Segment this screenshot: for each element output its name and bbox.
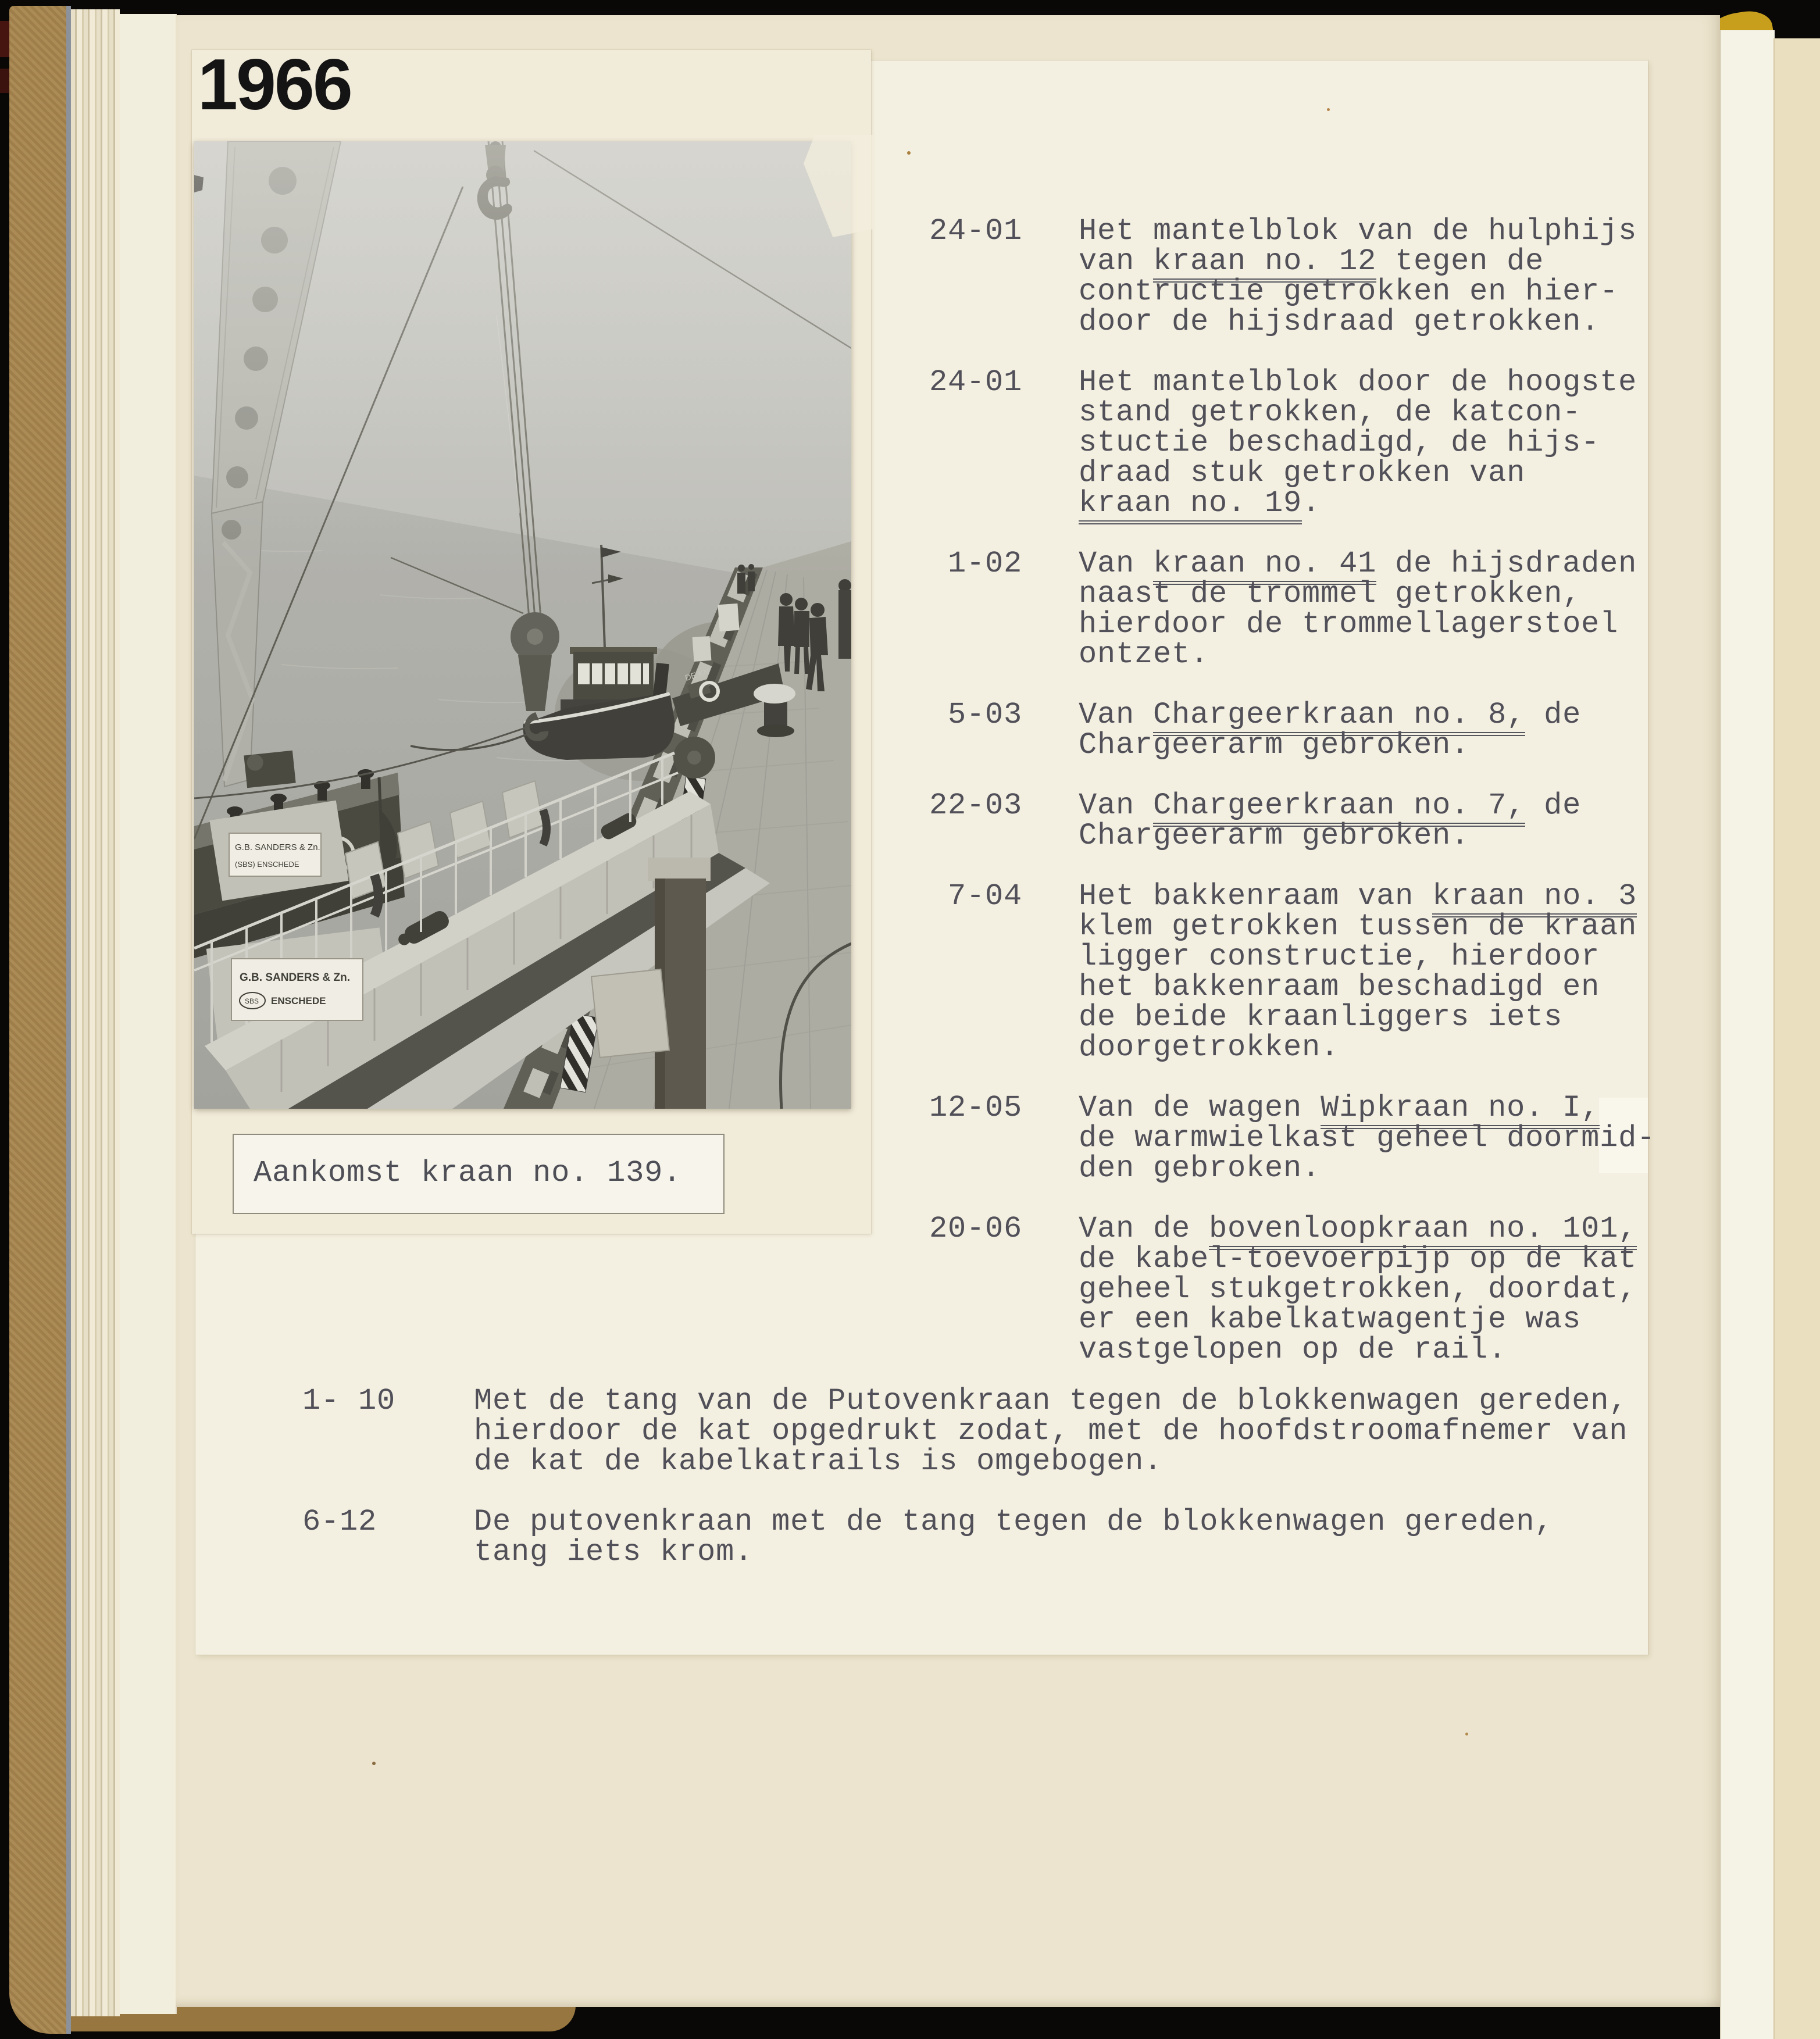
entries-column <box>929 216 1662 1395</box>
paper-speck <box>1327 108 1330 111</box>
entry-date: 24-01 <box>929 214 1023 248</box>
log-entry <box>929 788 1662 853</box>
entry-line: tang iets krom. <box>474 1535 754 1569</box>
entry-text <box>1079 700 1581 760</box>
paper-speck <box>372 1762 376 1765</box>
entry-line: naast de trommel getrokken, <box>1079 577 1582 611</box>
harbor-photo <box>194 141 851 1109</box>
entry-line: Het mantelblok van de hulphijs <box>1079 214 1637 248</box>
entry-line: Chargeerarm gebroken. <box>1079 728 1470 762</box>
entry-date: 7-04 <box>947 879 1022 913</box>
entry-line: Het bakkenraam van kraan no. 3 <box>1079 881 1637 912</box>
caption-label <box>233 1134 725 1214</box>
log-entry <box>929 1093 1662 1184</box>
bottom-entries <box>302 1386 1663 1598</box>
entry-date: 22-03 <box>929 788 1023 823</box>
caption-text: Aankomst kraan no. 139. <box>254 1156 682 1190</box>
entry-line: hierdoor de kat opgedrukt zodat, met de hoofdstroomafnemer van <box>474 1414 1628 1448</box>
entry-line: geheel stukgetrokken, doordat, <box>1079 1272 1637 1306</box>
entry-line: van kraan no. 12 tegen de <box>1079 247 1637 277</box>
entry-line: De putovenkraan met de tang tegen de blokkenwagen gereden, <box>474 1505 1554 1539</box>
entry-date: 20-06 <box>929 1212 1023 1246</box>
entry-line: de kabel-toevoerpijp op de kat <box>1079 1242 1637 1276</box>
entry-date: 1- 10 <box>302 1384 396 1418</box>
entry-line: de kat de kabelkatrails is omgebogen. <box>474 1444 1163 1479</box>
entry-line: vastgelopen op de rail. <box>1079 1333 1507 1367</box>
entry-date: 12-05 <box>929 1091 1023 1125</box>
entry-line: Van Chargeerkraan no. 8, de <box>1079 700 1581 730</box>
entry-text <box>1079 1093 1655 1184</box>
entry-text <box>1079 1214 1637 1365</box>
log-entry <box>929 1214 1662 1365</box>
next-page-edge <box>1773 38 1820 2039</box>
entry-date: 24-01 <box>929 365 1023 399</box>
entry-line: den gebroken. <box>1079 1151 1321 1185</box>
entry-date: 6-12 <box>302 1505 377 1539</box>
entry-date: 1-02 <box>947 547 1022 581</box>
entry-text <box>1079 549 1637 670</box>
entry-text <box>1079 788 1582 853</box>
photo-artifacts <box>194 141 851 1109</box>
entry-line: hierdoor de trommellagerstoel <box>1079 607 1619 641</box>
log-entry <box>929 216 1662 337</box>
entry-line: het bakkenraam beschadigd en <box>1079 970 1600 1004</box>
entry-line: Met de tang van de Putovenkraan tegen de blokkenwagen gereden, <box>474 1384 1628 1418</box>
entry-line: doorgetrokken. <box>1079 1030 1340 1065</box>
entry-line: ontzet. <box>1079 637 1209 672</box>
year-label: 1966 <box>198 45 351 125</box>
page-edges-stack <box>71 9 120 2016</box>
log-entry <box>929 549 1662 670</box>
log-entry <box>929 700 1662 760</box>
entry-line: er een kabelkatwagentje was <box>1079 1302 1582 1337</box>
entry-line: kraan no. 19. <box>1079 488 1637 519</box>
entry-line: ligger constructie, hierdoor <box>1079 940 1600 974</box>
entry-line: stand getrokken, de katcon- <box>1079 395 1582 430</box>
underlying-page-edge <box>120 14 177 2014</box>
entry-line: contructie getrokken en hier- <box>1079 274 1619 309</box>
entry-line: Het mantelblok door de hoogste <box>1079 365 1637 399</box>
entry-text <box>1079 881 1637 1063</box>
entry-text <box>1079 367 1637 519</box>
paper-speck <box>907 151 911 155</box>
entry-text <box>474 1507 1553 1567</box>
entry-text <box>474 1386 1628 1477</box>
entry-line: Van kraan no. 41 de hijsdraden <box>1079 549 1637 579</box>
entry-line: door de hijsdraad getrokken. <box>1079 305 1600 339</box>
entry-line: klem getrokken tussen de kraan <box>1079 909 1637 944</box>
log-entry <box>302 1386 1663 1477</box>
right-page-edge <box>1720 30 1775 2039</box>
log-entry <box>929 881 1662 1063</box>
log-entry <box>929 367 1662 519</box>
entry-date: 5-03 <box>947 698 1022 732</box>
entry-line: Chargeerarm gebroken. <box>1079 819 1470 853</box>
entry-line: stuctie beschadigd, de hijs- <box>1079 426 1600 460</box>
entry-line: draad stuk getrokken van <box>1079 456 1526 490</box>
log-entry <box>302 1507 1663 1567</box>
paper-speck <box>1465 1733 1468 1736</box>
entry-line: de beide kraanliggers iets <box>1079 1000 1563 1034</box>
entry-line: Van de wagen Wipkraan no. I, <box>1079 1093 1655 1123</box>
entry-line: Van de bovenloopkraan no. 101, <box>1079 1214 1637 1244</box>
entry-text <box>1079 216 1637 337</box>
book-cover <box>9 6 71 2034</box>
harbor-photo-graphic <box>194 141 851 1109</box>
entry-line: de warmwielkast geheel doormid- <box>1079 1121 1656 1155</box>
entry-line: Van Chargeerkraan no. 7, de <box>1079 791 1581 821</box>
